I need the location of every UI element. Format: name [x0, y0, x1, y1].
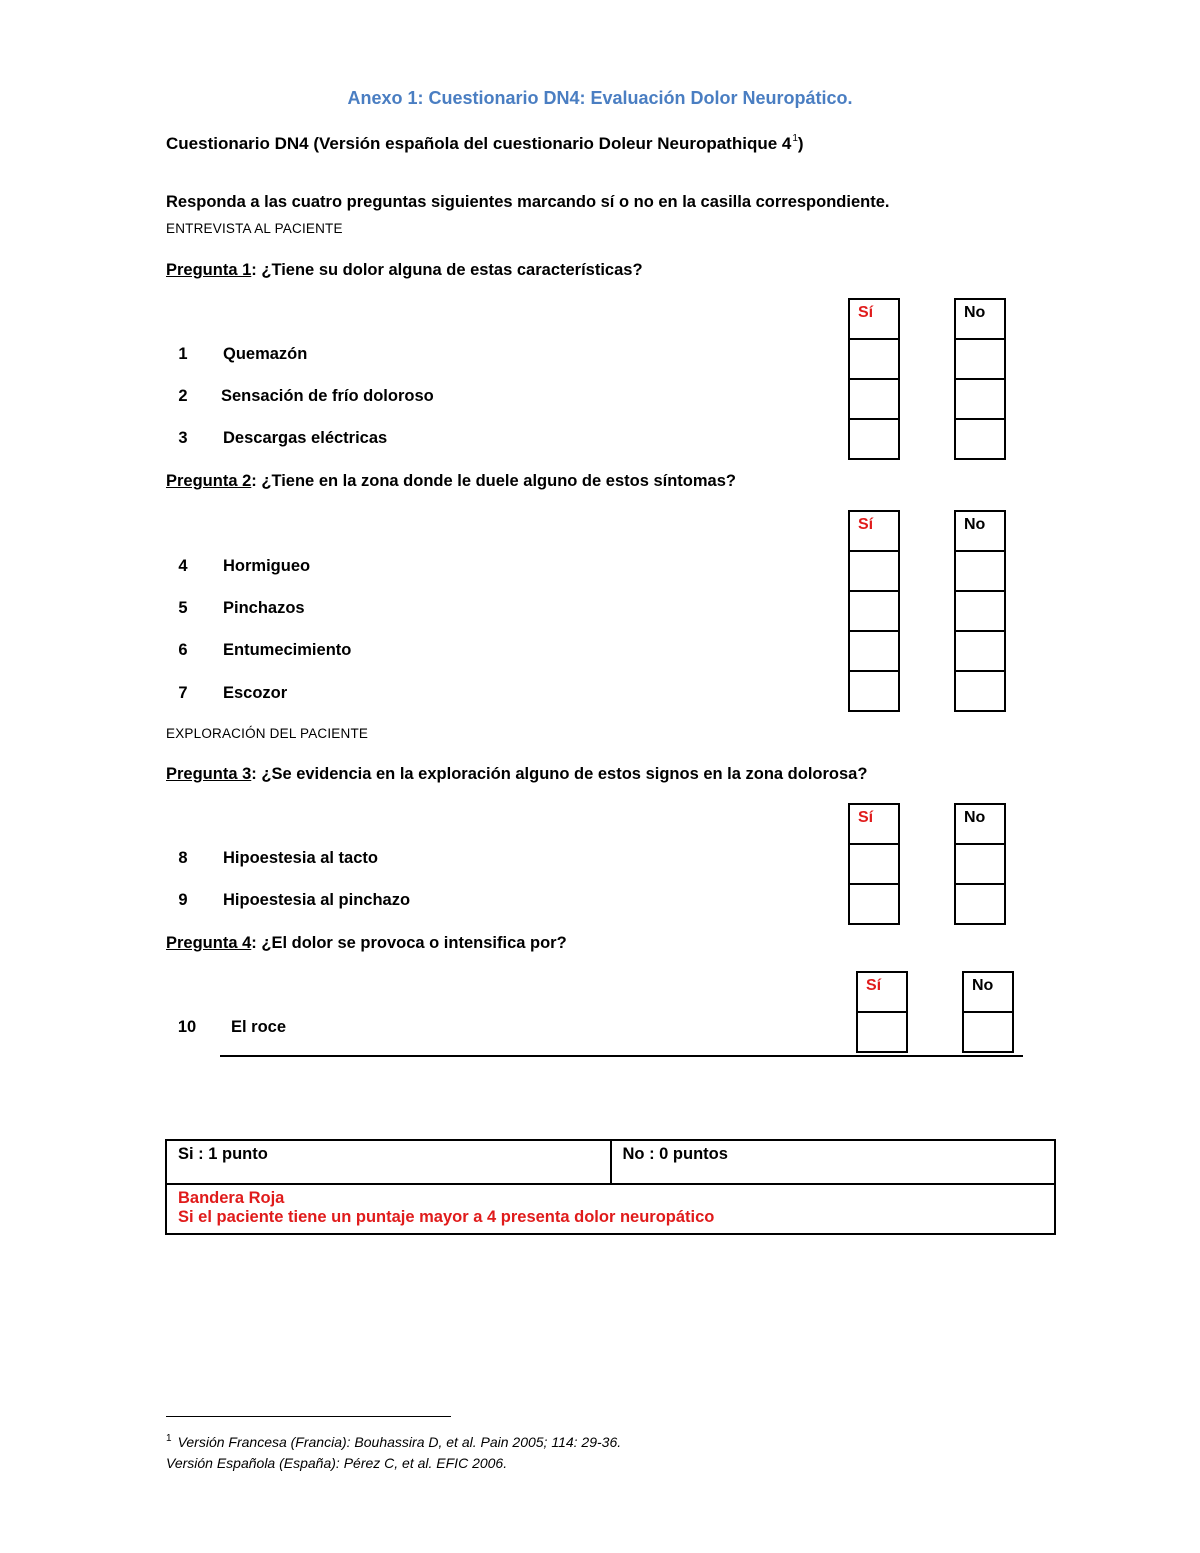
section-exploration: EXPLORACIÓN DEL PACIENTE — [166, 726, 369, 741]
question-1-label: Pregunta 1 — [166, 261, 252, 279]
question-1-text: : ¿Tiene su dolor alguna de estas características? — [251, 261, 643, 279]
question-3 — [166, 765, 867, 784]
yes-checkbox-item-2[interactable] — [848, 378, 900, 420]
yes-checkbox-item-6[interactable] — [848, 630, 900, 672]
question-4 — [166, 934, 567, 953]
no-column-q2 — [954, 510, 1006, 712]
question-2 — [166, 472, 736, 491]
questionnaire-subtitle — [166, 133, 804, 154]
instructions: Responda a las cuatro preguntas siguientes marcando sí o no en la casilla correspondiente. — [166, 193, 890, 211]
section-interview: ENTREVISTA AL PACIENTE — [166, 221, 343, 236]
red-flag-title: Bandera Roja — [178, 1189, 285, 1207]
no-header: No — [954, 298, 1006, 340]
no-points-cell: No : 0 puntos — [611, 1140, 1056, 1184]
item-label: Sensación de frío doloroso — [221, 387, 434, 405]
yes-checkbox-item-8[interactable] — [848, 843, 900, 885]
footnote-separator — [166, 1416, 451, 1417]
item-label: El roce — [231, 1018, 287, 1036]
no-header: No — [962, 971, 1014, 1013]
item-label: Escozor — [223, 684, 288, 702]
yes-checkbox-item-7[interactable] — [848, 670, 900, 712]
yes-header: Sí — [856, 971, 908, 1013]
no-checkbox-item-2[interactable] — [954, 378, 1006, 420]
no-checkbox-item-8[interactable] — [954, 843, 1006, 885]
scoring-table — [165, 1139, 1056, 1235]
footnote-1 — [166, 1433, 621, 1450]
row-underline — [220, 1055, 1023, 1057]
yes-column-q4 — [856, 971, 908, 1053]
footnote-line-2: Versión Española (España): Pérez C, et al. EFIC 2006. — [166, 1455, 508, 1471]
subtitle-close: ) — [797, 134, 804, 153]
yes-column-q2 — [848, 510, 900, 712]
yes-column-q3 — [848, 803, 900, 925]
yes-checkbox-item-3[interactable] — [848, 418, 900, 460]
item-number: 7 — [178, 684, 188, 702]
no-checkbox-item-6[interactable] — [954, 630, 1006, 672]
question-4-text: : ¿El dolor se provoca o intensifica por? — [251, 934, 567, 952]
footnote-ref: 1 — [166, 1433, 172, 1444]
item-label: Quemazón — [223, 345, 308, 363]
question-1 — [166, 261, 643, 280]
yes-points-cell: Si : 1 punto — [166, 1140, 611, 1184]
red-flag-text: Si el paciente tiene un puntaje mayor a 4 presenta dolor neuropático — [178, 1208, 715, 1226]
yes-header: Sí — [848, 298, 900, 340]
item-label: Hipoestesia al pinchazo — [223, 891, 411, 909]
question-3-text: : ¿Se evidencia en la exploración alguno de estos signos en la zona dolorosa? — [251, 765, 868, 783]
item-label: Entumecimiento — [223, 641, 352, 659]
yes-checkbox-item-10[interactable] — [856, 1011, 908, 1053]
question-4-label: Pregunta 4 — [166, 934, 252, 952]
no-checkbox-item-9[interactable] — [954, 883, 1006, 925]
item-number: 6 — [178, 641, 188, 659]
item-number: 9 — [178, 891, 188, 909]
item-label: Hormigueo — [223, 557, 311, 575]
no-checkbox-item-7[interactable] — [954, 670, 1006, 712]
question-3-label: Pregunta 3 — [166, 765, 252, 783]
item-label: Descargas eléctricas — [223, 429, 388, 447]
no-checkbox-item-3[interactable] — [954, 418, 1006, 460]
no-checkbox-item-1[interactable] — [954, 338, 1006, 380]
red-flag-cell — [166, 1184, 1055, 1234]
yes-header: Sí — [848, 510, 900, 552]
item-number: 4 — [178, 557, 188, 575]
yes-checkbox-item-1[interactable] — [848, 338, 900, 380]
no-column-q1 — [954, 298, 1006, 460]
page-title: Anexo 1: Cuestionario DN4: Evaluación Dolor Neuropático. — [347, 88, 853, 108]
item-number: 2 — [178, 387, 188, 405]
no-column-q4 — [962, 971, 1014, 1053]
item-number: 1 — [178, 345, 188, 363]
item-number: 10 — [177, 1018, 197, 1036]
no-checkbox-item-10[interactable] — [962, 1011, 1014, 1053]
question-2-label: Pregunta 2 — [166, 472, 252, 490]
no-header: No — [954, 510, 1006, 552]
no-column-q3 — [954, 803, 1006, 925]
item-label: Pinchazos — [223, 599, 305, 617]
yes-header: Sí — [848, 803, 900, 845]
no-checkbox-item-5[interactable] — [954, 590, 1006, 632]
subtitle-footnote-ref: 1 — [792, 133, 798, 144]
no-header: No — [954, 803, 1006, 845]
item-number: 8 — [178, 849, 188, 867]
no-checkbox-item-4[interactable] — [954, 550, 1006, 592]
item-number: 5 — [178, 599, 188, 617]
question-2-text: : ¿Tiene en la zona donde le duele alguno de estos síntomas? — [251, 472, 736, 490]
item-label: Hipoestesia al tacto — [223, 849, 378, 867]
yes-column-q1 — [848, 298, 900, 460]
yes-checkbox-item-5[interactable] — [848, 590, 900, 632]
yes-checkbox-item-9[interactable] — [848, 883, 900, 925]
yes-checkbox-item-4[interactable] — [848, 550, 900, 592]
subtitle-text: Cuestionario DN4 (Versión española del cuestionario Doleur Neuropathique 4 — [166, 134, 792, 153]
item-number: 3 — [178, 429, 188, 447]
footnote-line-1: Versión Francesa (Francia): Bouhassira D, et al. Pain 2005; 114: 29-36. — [177, 1434, 622, 1450]
